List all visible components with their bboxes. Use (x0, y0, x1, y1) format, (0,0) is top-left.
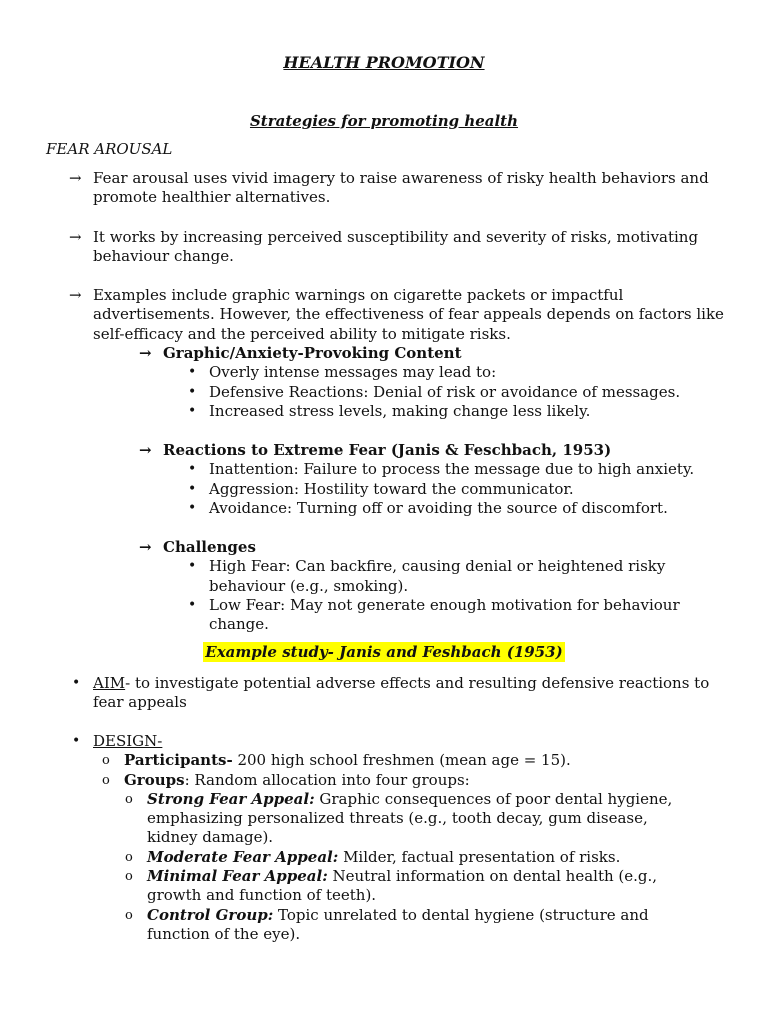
list-item: • Increased stress levels, making change less likely. (188, 401, 591, 420)
bullet-icon: • (188, 461, 197, 478)
design-list (100, 751, 729, 944)
aim-text: - to investigate potential adverse effects and resulting defensive reactions to fear appeals (93, 674, 710, 712)
list-item: o Minimal Fear Appeal: Neutral information on dental health (e.g., growth and function of teeth). (125, 867, 658, 905)
bullet-icon: • (188, 364, 197, 381)
point-item (69, 169, 729, 208)
point-list (69, 169, 729, 344)
bullet-icon: • (188, 480, 197, 497)
list-item: • Avoidance: Turning off or avoiding the source of discomfort. (188, 498, 668, 517)
bullet-icon: • (188, 558, 197, 575)
list-item: • Overly intense messages may lead to: (188, 363, 497, 382)
circle-bullet-icon: o (125, 849, 133, 865)
section-heading: FEAR AROUSAL (46, 140, 173, 158)
point-text: Fear arousal uses vivid imagery to raise awareness of risky health behaviors and promote healthier alternatives. (93, 169, 709, 207)
circle-bullet-icon: o (102, 753, 110, 769)
subgroup-graphic-content (139, 344, 739, 421)
bullet-icon: • (188, 596, 197, 613)
list-item: • Low Fear: May not generate enough motivation for behaviour change. (188, 595, 680, 634)
study-heading (0, 643, 768, 662)
circle-bullet-icon: o (102, 772, 110, 788)
page-title: HEALTH PROMOTION (283, 53, 485, 72)
list-item: o Moderate Fear Appeal: Milder, factual presentation of risks. (125, 847, 621, 866)
page-subtitle: Strategies for promoting health (249, 112, 519, 130)
study-heading-text: Example study- Janis and Feshbach (1953) (205, 643, 563, 661)
arrow-icon: → (139, 344, 152, 362)
subgroup-challenges (139, 538, 739, 634)
arrow-icon: → (69, 169, 82, 187)
bullet-list (185, 557, 725, 634)
circle-bullet-icon: o (125, 869, 133, 885)
subgroup-heading: → Reactions to Extreme Fear (Janis & Feschbach, 1953) (139, 441, 612, 459)
design-label: DESIGN- (93, 732, 163, 750)
list-item: o Groups: Random allocation into four groups: (102, 770, 470, 789)
bullet-icon: • (72, 733, 81, 749)
list-item (69, 732, 729, 751)
bullet-list (185, 460, 739, 518)
list-item: • High Fear: Can backfire, causing denial or heightened risky behaviour (e.g., smoking). (188, 557, 666, 595)
arrow-icon: → (69, 227, 82, 246)
circle-bullet-icon: o (125, 907, 133, 923)
point-text: It works by increasing perceived susceptibility and severity of risks, motivating behaviour change. (93, 227, 699, 265)
point-item (69, 286, 729, 344)
bullet-icon: • (188, 402, 197, 419)
subgroup-heading: → Challenges (139, 538, 256, 556)
list-item: • Aggression: Hostility toward the communicator. (188, 479, 574, 498)
aim-label: AIM (93, 674, 126, 692)
arrow-icon: → (69, 286, 82, 305)
list-item (69, 674, 729, 713)
list-item: o Participants- 200 high school freshmen (mean age = 15). (102, 751, 571, 770)
circle-bullet-icon: o (125, 791, 133, 807)
subgroup-extreme-fear (139, 441, 739, 518)
subgroup-heading: → Graphic/Anxiety-Provoking Content (139, 344, 462, 362)
bullet-list (185, 363, 739, 421)
bullet-icon: • (72, 675, 81, 691)
aim-section (69, 674, 729, 713)
point-text: Examples include graphic warnings on cigarette packets or impactful advertisements. However, the effectiveness of fear appeals depends on factors like self-efficacy and the perceived ability to mitigate risks. (93, 286, 724, 343)
list-item: o Control Group: Topic unrelated to dental hygiene (structure and function of the eye). (125, 905, 649, 943)
list-item: o Strong Fear Appeal: Graphic consequences of poor dental hygiene, emphasizing personalized threats (e.g., tooth decay, gum disease, kidney damage). (125, 789, 673, 847)
design-section (69, 732, 729, 944)
list-item: • Defensive Reactions: Denial of risk or avoidance of messages. (188, 382, 681, 401)
bullet-icon: • (188, 383, 197, 400)
arrow-icon: → (139, 441, 152, 459)
point-item (69, 228, 729, 267)
groups-list (123, 790, 683, 944)
list-item: • Inattention: Failure to process the message due to high anxiety. (188, 460, 695, 479)
arrow-icon: → (139, 538, 152, 556)
bullet-icon: • (188, 499, 197, 516)
